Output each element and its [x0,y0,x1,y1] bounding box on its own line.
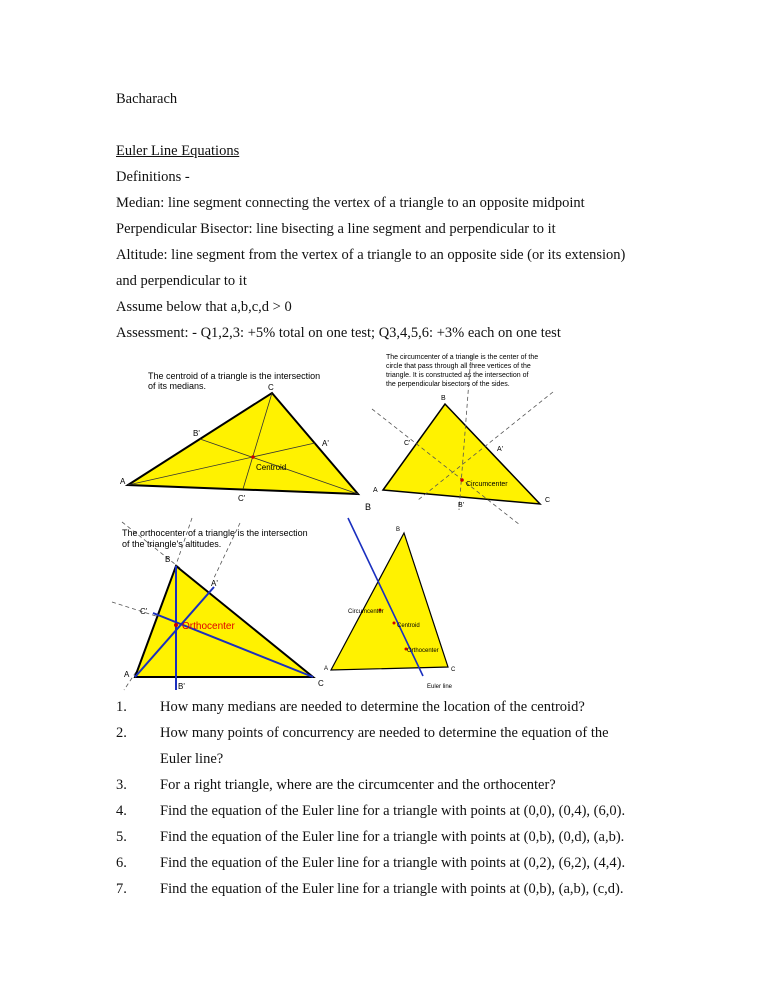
question-number: 7. [116,881,127,897]
circumcenter-label-a: A [373,487,378,494]
orthocenter-label-b: B [165,555,171,564]
orthocenter-label-a-prime: A' [211,579,218,588]
question-text: Find the equation of the Euler line for a triangle with points at (0,0), (0,4), (6,0). [160,803,626,819]
question-text: Find the equation of the Euler line for a triangle with points at (0,b), (a,b), (c,d). [160,881,624,897]
assumption: Assume below that a,b,c,d > 0 [116,299,292,315]
author: Bacharach [116,91,178,107]
question-number: 2. [116,725,127,741]
circumcenter-caption-2: circle that pass through all three vertices of the [386,363,531,370]
euler-label-b: B [396,527,401,533]
circumcenter-label-c-prime: C' [404,440,411,447]
euler-label-centroid: Centroid [397,623,420,629]
orthocenter-label-center: Orthocenter [182,621,235,632]
centroid-label-c-prime: C' [238,494,246,503]
centroid-label-a: A [120,477,126,486]
definition-median: Median: line segment connecting the vertex of a triangle to an opposite midpoint [116,195,585,211]
centroid-label-a-prime: A' [322,439,329,448]
question-number: 6. [116,855,127,871]
centroid-label-c: C [268,383,274,392]
euler-label-orthocenter: Orthocenter [407,648,439,654]
page-title: Euler Line Equations [116,143,240,159]
assessment: Assessment: - Q1,2,3: +5% total on one test; Q3,4,5,6: +3% each on one test [116,325,561,341]
euler-label-c: C [451,667,456,673]
question-text: How many medians are needed to determine the location of the centroid? [160,699,585,715]
orthocenter-label-a: A [124,670,130,679]
circumcenter-label-b-prime: B' [458,502,465,509]
orthocenter-label-c: C [318,679,324,688]
euler-label-circumcenter: Circumcenter [348,609,384,615]
centroid-label-b-prime: B' [193,429,200,438]
question-number: 5. [116,829,127,845]
euler-centroid-point [393,622,396,625]
circumcenter-caption-4: the perpendicular bisectors of the sides. [386,381,510,388]
orthocenter-label-b-prime: B' [178,682,185,691]
orthocenter-label-c-prime: C' [140,607,148,616]
centroid-caption-1: The centroid of a triangle is the intersection [148,371,321,381]
question-number: 1. [116,699,127,715]
question-number: 4. [116,803,127,819]
question-text: Find the equation of the Euler line for a triangle with points at (0,2), (6,2), (4,4). [160,855,626,871]
question-number: 3. [116,777,127,793]
question-text: Find the equation of the Euler line for a triangle with points at (0,b), (0,d), (a,b). [160,829,625,845]
circumcenter-label-b-below: B [365,502,372,512]
definitions-heading: Definitions - [116,169,190,185]
circumcenter-label-b: B [441,395,446,402]
definition-perpendicular-bisector: Perpendicular Bisector: line bisecting a line segment and perpendicular to it [116,221,556,237]
euler-label-line: Euler line [427,684,453,690]
definition-altitude-continued: and perpendicular to it [116,273,247,289]
euler-label-a: A [324,666,329,672]
circumcenter-caption-1: The circumcenter of a triangle is the center of the [386,354,539,361]
orthocenter-caption-1: The orthocenter of a triangle is the intersection [122,528,308,538]
centroid-caption-2: of its medians. [148,381,207,391]
circumcenter-caption-3: triangle. It is constructed as the intersection of [386,372,529,379]
centroid-label-center: Centroid [256,463,287,472]
question-text-continued: Euler line? [160,751,224,767]
question-text: For a right triangle, where are the circumcenter and the orthocenter? [160,777,556,793]
circumcenter-label-c: C [545,497,551,504]
circumcenter-label-a-prime: A' [497,446,504,453]
question-text: How many points of concurrency are needed to determine the equation of the [160,725,609,741]
circumcenter-label-center: Circumcenter [466,481,508,488]
definition-altitude: Altitude: line segment from the vertex of a triangle to an opposite side (or its extension) [116,247,626,263]
orthocenter-caption-2: of the triangle's altitudes. [122,539,222,549]
